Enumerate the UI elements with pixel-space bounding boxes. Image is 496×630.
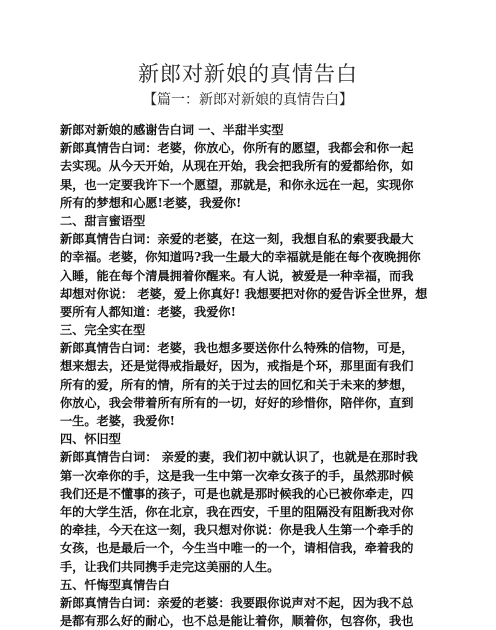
section-heading: 三、完全实在型 [60,323,146,338]
text-line: 去实现。从今天开始，从现在开始，我会把我所有的爱都给你，如 [60,159,414,174]
text-line: 是都有那么好的耐心，也不总是能让着你，顺着你，包容你，我也 [60,614,414,629]
section-heading: 二、甜言蜜语型 [60,213,146,228]
text-line: 新郎真情告白词：亲爱的老婆，在这一刻，我想自私的索要我最大 [60,232,414,247]
text-line: 的牵挂，今天在这一刻，我只想对你说：你是我人生第一个牵手的 [60,523,414,538]
text-line: 新郎真情告白词： 亲爱的妻，我们初中就认识了，也就是在那时我 [60,450,418,465]
text-line: 女孩，也是最后一个，今生当中唯一的一个，请相信我，牵着我的 [60,541,414,556]
document-title: 新郎对新娘的真情告白 [138,62,358,86]
text-line: 新郎真情告白词：老婆，你放心，你所有的愿望，我都会和你一起 [60,141,414,156]
text-line: 所有的梦想和心愿!老婆，我爱你! [60,195,242,210]
text-line: 所有的爱，所有的情，所有的关于过去的回忆和关于未来的梦想， [60,377,414,392]
text-line: 一生。老婆，我爱你! [60,414,176,428]
text-line: 手，让我们共同携手走完这美丽的人生。 [60,559,280,574]
text-line: 新郎真情告白词：亲爱的老婆：我要跟你说声对不起，因为我不总 [60,595,414,610]
text-line: 你放心，我会带着所有所有的一切，好好的珍惜你，陪伴你，直到 [60,395,414,410]
text-line: 果，也一定要我许下一个愿望，那就是，和你永远在一起，实现你 [60,177,414,192]
text-line: 要所有人都知道：老婆，我爱你! [60,304,236,319]
text-line: 新郎对新娘的感谢告白词 一、半甜半实型 [60,123,284,137]
text-line: 想来想去，还是觉得戒指最好，因为，戒指是个环，那里面有我们 [60,359,414,374]
text-line: 却想对你说： 老婆，爱上你真好! 我想要把对你的爱告诉全世界，想 [60,286,428,301]
section-heading: 四、怀旧型 [60,432,121,447]
text-line: 的幸福。老婆，你知道吗?我一生最大的幸福就是能在每个夜晚拥你 [60,250,421,265]
text-line: 新郎真情告白词：老婆，我也想多要送你什么特殊的信物，可是， [60,341,414,356]
text-line: 第一次牵你的手，这是我一生中第一次牵女孩子的手，虽然那时候 [60,468,414,483]
text-line: 年的大学生活，你在北京，我在西安，千里的阻隔没有阻断我对你 [60,504,414,519]
document-body [60,121,440,630]
section-heading: 五、忏悔型真情告白 [60,577,170,592]
document-subtitle: 【篇一：新郎对新娘的真情告白】 [143,92,353,108]
text-line: 我们还是不懂事的孩子，可是也就是那时候我的心已被你牵走，四 [60,486,414,501]
text-line: 入睡，能在每个清晨拥着你醒来。有人说，被爱是一种幸福，而我 [60,268,414,283]
